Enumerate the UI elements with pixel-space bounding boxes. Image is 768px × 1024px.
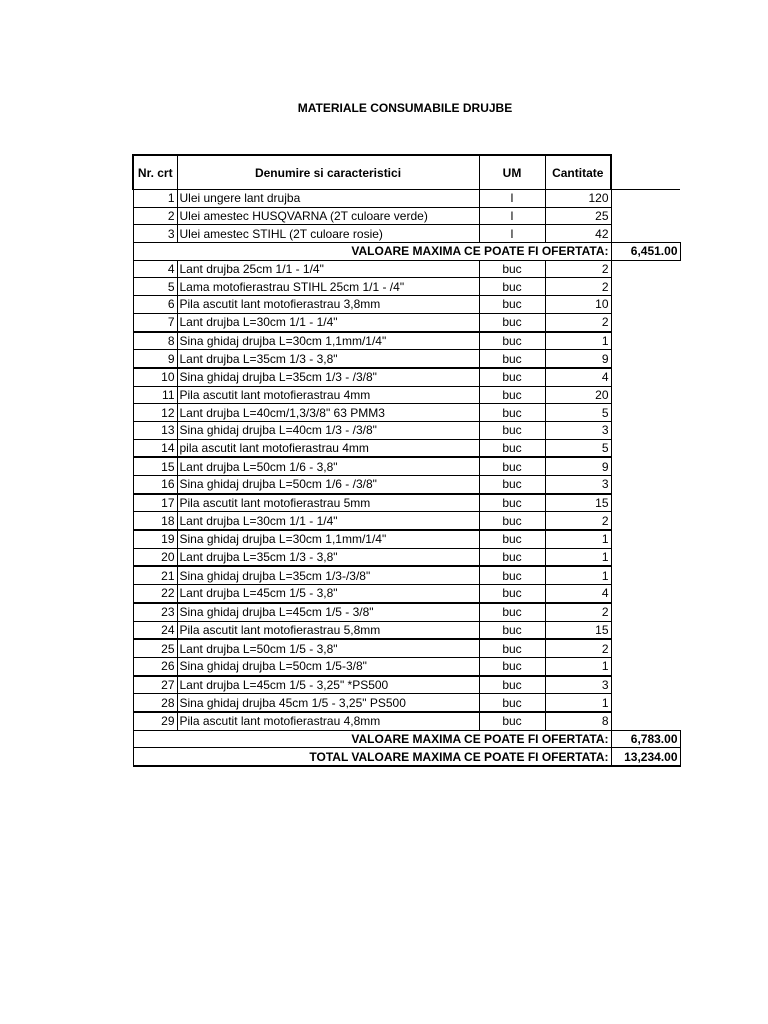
cell-empty <box>611 476 680 494</box>
cell-denumire: Lant drujba L=35cm 1/3 - 3,8" <box>177 548 479 566</box>
cell-nr-crt: 24 <box>133 621 177 639</box>
table-row <box>133 512 680 530</box>
table-row <box>133 694 680 712</box>
table-row <box>133 350 680 368</box>
cell-um: buc <box>479 566 545 584</box>
table-row <box>133 621 680 639</box>
cell-um: buc <box>479 694 545 712</box>
cell-denumire: Lant drujba L=30cm 1/1 - 1/4" <box>177 512 479 530</box>
cell-cantitate: 4 <box>545 585 611 603</box>
cell-nr-crt: 2 <box>133 207 177 225</box>
cell-cantitate: 25 <box>545 207 611 225</box>
cell-empty <box>611 512 680 530</box>
cell-um: buc <box>479 512 545 530</box>
cell-denumire: Pila ascutit lant motofierastrau 4,8mm <box>177 712 479 730</box>
cell-nr-crt: 21 <box>133 566 177 584</box>
header-blank <box>611 155 680 190</box>
cell-empty <box>611 439 680 457</box>
cell-denumire: Sina ghidaj drujba L=35cm 1/3 - /3/8" <box>177 368 479 386</box>
cell-cantitate: 2 <box>545 603 611 621</box>
cell-empty <box>611 350 680 368</box>
cell-empty <box>611 621 680 639</box>
cell-um: buc <box>479 476 545 494</box>
cell-cantitate: 1 <box>545 566 611 584</box>
table-row <box>133 296 680 314</box>
cell-empty <box>611 530 680 548</box>
cell-cantitate: 2 <box>545 313 611 331</box>
cell-nr-crt: 19 <box>133 530 177 548</box>
cell-um: buc <box>479 676 545 694</box>
cell-nr-crt: 20 <box>133 548 177 566</box>
cell-nr-crt: 6 <box>133 296 177 314</box>
table-row <box>133 313 680 331</box>
cell-cantitate: 3 <box>545 676 611 694</box>
table-row <box>133 457 680 475</box>
cell-nr-crt: 22 <box>133 585 177 603</box>
table-row <box>133 712 680 730</box>
cell-cantitate: 2 <box>545 260 611 278</box>
cell-cantitate: 1 <box>545 548 611 566</box>
table-row <box>133 548 680 566</box>
table-row <box>133 421 680 439</box>
cell-empty <box>611 386 680 404</box>
cell-um: buc <box>479 712 545 730</box>
subtotal2-value: 6,783.00 <box>611 730 680 748</box>
cell-um: l <box>479 207 545 225</box>
table-body <box>133 190 680 767</box>
cell-denumire: Ulei amestec STIHL (2T culoare rosie) <box>177 225 479 243</box>
table-row <box>133 603 680 621</box>
table-row <box>133 476 680 494</box>
cell-empty <box>611 712 680 730</box>
table-header-row <box>133 155 680 190</box>
cell-cantitate: 1 <box>545 657 611 675</box>
table-row <box>133 639 680 657</box>
total-value: 13,234.00 <box>611 748 680 766</box>
cell-cantitate: 20 <box>545 386 611 404</box>
cell-empty <box>611 548 680 566</box>
cell-cantitate: 5 <box>545 439 611 457</box>
cell-um: buc <box>479 368 545 386</box>
materials-table <box>132 154 681 767</box>
cell-denumire: Pila ascutit lant motofierastrau 5,8mm <box>177 621 479 639</box>
cell-denumire: Pila ascutit lant motofierastrau 5mm <box>177 494 479 512</box>
cell-cantitate: 120 <box>545 190 611 208</box>
cell-empty <box>611 332 680 350</box>
table-row <box>133 190 680 208</box>
cell-cantitate: 3 <box>545 421 611 439</box>
cell-denumire: Sina ghidaj drujba 45cm 1/5 - 3,25" PS500 <box>177 694 479 712</box>
cell-um: buc <box>479 350 545 368</box>
cell-nr-crt: 28 <box>133 694 177 712</box>
cell-nr-crt: 29 <box>133 712 177 730</box>
cell-um: buc <box>479 404 545 422</box>
cell-denumire: Lant drujba L=45cm 1/5 - 3,8" <box>177 585 479 603</box>
cell-um: buc <box>479 457 545 475</box>
cell-denumire: Pila ascutit lant motofierastrau 4mm <box>177 386 479 404</box>
cell-um: buc <box>479 548 545 566</box>
cell-empty <box>611 639 680 657</box>
cell-empty <box>611 190 680 208</box>
table-row <box>133 368 680 386</box>
cell-nr-crt: 14 <box>133 439 177 457</box>
cell-denumire: Ulei ungere lant drujba <box>177 190 479 208</box>
cell-um: buc <box>479 313 545 331</box>
table-row <box>133 657 680 675</box>
cell-nr-crt: 15 <box>133 457 177 475</box>
cell-denumire: Lant drujba 25cm 1/1 - 1/4" <box>177 260 479 278</box>
cell-cantitate: 8 <box>545 712 611 730</box>
cell-denumire: Lant drujba L=45cm 1/5 - 3,25" *PS500 <box>177 676 479 694</box>
cell-cantitate: 4 <box>545 368 611 386</box>
cell-cantitate: 9 <box>545 350 611 368</box>
table-row <box>133 404 680 422</box>
cell-denumire: Pila ascutit lant motofierastrau 3,8mm <box>177 296 479 314</box>
cell-um: buc <box>479 621 545 639</box>
cell-cantitate: 3 <box>545 476 611 494</box>
cell-nr-crt: 17 <box>133 494 177 512</box>
cell-cantitate: 42 <box>545 225 611 243</box>
subtotal1-value: 6,451.00 <box>611 243 680 261</box>
cell-cantitate: 9 <box>545 457 611 475</box>
cell-empty <box>611 278 680 296</box>
cell-denumire: Lant drujba L=35cm 1/3 - 3,8" <box>177 350 479 368</box>
cell-denumire: Sina ghidaj drujba L=50cm 1/6 - /3/8" <box>177 476 479 494</box>
cell-nr-crt: 9 <box>133 350 177 368</box>
cell-denumire: Sina ghidaj drujba L=35cm 1/3-/3/8" <box>177 566 479 584</box>
cell-cantitate: 10 <box>545 296 611 314</box>
cell-denumire: Lama motofierastrau STIHL 25cm 1/1 - /4" <box>177 278 479 296</box>
cell-empty <box>611 225 680 243</box>
table-row <box>133 566 680 584</box>
cell-um: l <box>479 190 545 208</box>
page-title: MATERIALE CONSUMABILE DRUJBE <box>297 101 513 115</box>
cell-um: buc <box>479 260 545 278</box>
cell-empty <box>611 207 680 225</box>
cell-denumire: Sina ghidaj drujba L=30cm 1,1mm/1/4" <box>177 530 479 548</box>
cell-nr-crt: 10 <box>133 368 177 386</box>
cell-empty <box>611 368 680 386</box>
cell-empty <box>611 494 680 512</box>
header-nr-crt: Nr. crt <box>133 155 177 190</box>
cell-nr-crt: 1 <box>133 190 177 208</box>
total-label: TOTAL VALOARE MAXIMA CE POATE FI OFERTATA: <box>133 748 611 766</box>
cell-denumire: Sina ghidaj drujba L=30cm 1,1mm/1/4" <box>177 332 479 350</box>
cell-cantitate: 1 <box>545 332 611 350</box>
cell-cantitate: 15 <box>545 621 611 639</box>
cell-empty <box>611 421 680 439</box>
table-row <box>133 278 680 296</box>
cell-um: buc <box>479 332 545 350</box>
cell-nr-crt: 23 <box>133 603 177 621</box>
cell-denumire: Lant drujba L=50cm 1/6 - 3,8" <box>177 457 479 475</box>
cell-empty <box>611 313 680 331</box>
cell-cantitate: 2 <box>545 639 611 657</box>
table-row <box>133 676 680 694</box>
cell-denumire: Ulei amestec HUSQVARNA (2T culoare verde) <box>177 207 479 225</box>
subtotal1-row <box>133 243 680 261</box>
cell-denumire: pila ascutit lant motofierastrau 4mm <box>177 439 479 457</box>
cell-empty <box>611 657 680 675</box>
cell-um: buc <box>479 386 545 404</box>
cell-nr-crt: 3 <box>133 225 177 243</box>
cell-denumire: Sina ghidaj drujba L=50cm 1/5-3/8" <box>177 657 479 675</box>
cell-cantitate: 2 <box>545 278 611 296</box>
cell-empty <box>611 260 680 278</box>
cell-nr-crt: 26 <box>133 657 177 675</box>
cell-um: buc <box>479 296 545 314</box>
cell-empty <box>611 404 680 422</box>
cell-empty <box>611 603 680 621</box>
cell-nr-crt: 25 <box>133 639 177 657</box>
cell-nr-crt: 5 <box>133 278 177 296</box>
cell-nr-crt: 7 <box>133 313 177 331</box>
cell-denumire: Sina ghidaj drujba L=40cm 1/3 - /3/8" <box>177 421 479 439</box>
cell-nr-crt: 16 <box>133 476 177 494</box>
table-row <box>133 225 680 243</box>
cell-denumire: Lant drujba L=40cm/1,3/3/8" 63 PMM3 <box>177 404 479 422</box>
cell-um: buc <box>479 530 545 548</box>
cell-um: buc <box>479 603 545 621</box>
cell-um: l <box>479 225 545 243</box>
cell-um: buc <box>479 639 545 657</box>
cell-cantitate: 1 <box>545 530 611 548</box>
cell-nr-crt: 4 <box>133 260 177 278</box>
cell-cantitate: 2 <box>545 512 611 530</box>
table-row <box>133 585 680 603</box>
cell-denumire: Lant drujba L=50cm 1/5 - 3,8" <box>177 639 479 657</box>
cell-cantitate: 1 <box>545 694 611 712</box>
cell-denumire: Sina ghidaj drujba L=45cm 1/5 - 3/8" <box>177 603 479 621</box>
cell-nr-crt: 12 <box>133 404 177 422</box>
table-row <box>133 439 680 457</box>
table-row <box>133 530 680 548</box>
cell-um: buc <box>479 494 545 512</box>
cell-nr-crt: 8 <box>133 332 177 350</box>
cell-um: buc <box>479 421 545 439</box>
cell-nr-crt: 27 <box>133 676 177 694</box>
cell-nr-crt: 18 <box>133 512 177 530</box>
cell-empty <box>611 694 680 712</box>
header-um: UM <box>479 155 545 190</box>
cell-empty <box>611 676 680 694</box>
header-denumire: Denumire si caracteristici <box>177 155 479 190</box>
cell-denumire: Lant drujba L=30cm 1/1 - 1/4" <box>177 313 479 331</box>
subtotal1-label: VALOARE MAXIMA CE POATE FI OFERTATA: <box>133 243 611 261</box>
cell-nr-crt: 11 <box>133 386 177 404</box>
table-row <box>133 207 680 225</box>
table-row <box>133 332 680 350</box>
table-row <box>133 386 680 404</box>
header-cantitate: Cantitate <box>545 155 611 190</box>
cell-um: buc <box>479 278 545 296</box>
cell-um: buc <box>479 657 545 675</box>
subtotal2-row <box>133 730 680 748</box>
cell-cantitate: 15 <box>545 494 611 512</box>
cell-empty <box>611 566 680 584</box>
cell-cantitate: 5 <box>545 404 611 422</box>
cell-nr-crt: 13 <box>133 421 177 439</box>
cell-um: buc <box>479 439 545 457</box>
table-row <box>133 494 680 512</box>
table-row <box>133 260 680 278</box>
subtotal2-label: VALOARE MAXIMA CE POATE FI OFERTATA: <box>133 730 611 748</box>
cell-empty <box>611 296 680 314</box>
cell-um: buc <box>479 585 545 603</box>
cell-empty <box>611 585 680 603</box>
cell-empty <box>611 457 680 475</box>
total-row <box>133 748 680 766</box>
